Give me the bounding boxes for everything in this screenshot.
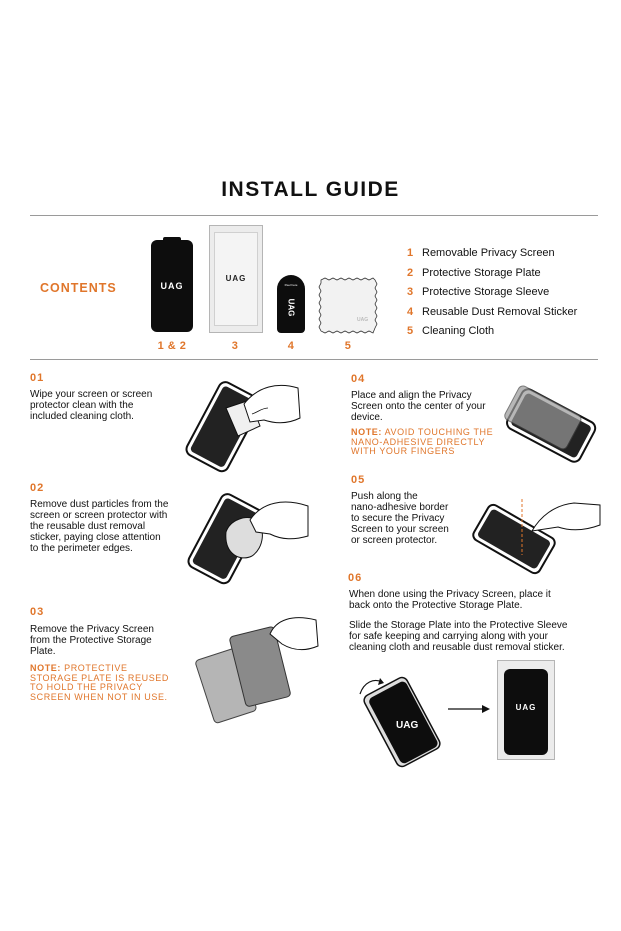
step-01-number: 01 (30, 372, 45, 384)
dust-sticker-illustration (277, 275, 305, 333)
contents-list-item: 2 Protective Storage Plate (407, 266, 541, 279)
privacy-screen-illustration (151, 240, 193, 332)
page-title: INSTALL GUIDE (221, 178, 400, 201)
uag-logo: UAG (160, 281, 184, 291)
item-label-1-2: 1 & 2 (157, 340, 187, 352)
step-06-phone-illustration (352, 672, 448, 764)
uag-logo: UAG (357, 317, 369, 323)
sticker-peel-label: Peel here (284, 283, 298, 287)
item-label-3: 3 (231, 340, 239, 352)
cleaning-cloth-illustration (319, 278, 377, 333)
step-06-text: When done using the Privacy Screen, place it back onto the Protective Storage Plate. (349, 589, 551, 611)
step-03-illustration (192, 612, 322, 712)
step-04-number: 04 (351, 373, 366, 385)
step-02-text: Remove dust particles from the screen or screen protector with the reusable dust removal sticker, paying close attention to the perimeter edges. (30, 499, 169, 554)
contents-divider (30, 359, 598, 360)
step-03-note: NOTE: PROTECTIVE STORAGE PLATE IS REUSED TO HOLD THE PRIVACY SCREEN WHEN NOT IN USE. (30, 663, 169, 702)
uag-logo: UAG (286, 298, 296, 317)
arrow-right-icon (448, 703, 490, 715)
step-05-illustration (474, 495, 604, 569)
step-06-sleeve-illustration (497, 660, 555, 760)
step-04-illustration (506, 380, 598, 466)
step-02-illustration (190, 492, 312, 578)
uag-logo: UAG (515, 703, 537, 712)
top-divider (30, 215, 598, 216)
item-label-4: 4 (287, 340, 295, 352)
contents-list-item: 3 Protective Storage Sleeve (407, 286, 550, 298)
step-05-text: Push along the nano-adhesive border to secure the Privacy Screen to your screen or screen protector. (351, 491, 449, 546)
step-03-text: Remove the Privacy Screen from the Protective Storage Plate. (30, 624, 154, 657)
contents-list-item: 4 Reusable Dust Removal Sticker (407, 305, 578, 318)
step-02-number: 02 (30, 482, 45, 494)
step-01-text: Wipe your screen or screen protector clean with the included cleaning cloth. (30, 389, 153, 422)
contents-list-item: 5 Cleaning Cloth (407, 325, 495, 337)
step-04-note: NOTE: AVOID TOUCHING THE NANO-ADHESIVE DIRECTLY WITH YOUR FINGERS (351, 427, 494, 456)
contents-list (407, 244, 577, 342)
step-05-number: 05 (351, 474, 366, 486)
step-06-number: 06 (348, 572, 363, 584)
step-03-number: 03 (30, 606, 45, 618)
uag-logo: UAG (396, 720, 419, 731)
uag-logo: UAG (225, 274, 247, 283)
contents-list-item: 1 Removable Privacy Screen (407, 247, 555, 259)
item-label-5: 5 (344, 340, 352, 352)
step-06-text-secondary: Slide the Storage Plate into the Protective Sleeve for safe keeping and carrying along with your cleaning cloth and reusable dust removal sticker. (349, 620, 568, 653)
step-04-text: Place and align the Privacy Screen onto the center of your device. (351, 390, 486, 423)
step-01-illustration (188, 378, 306, 466)
contents-heading: CONTENTS (40, 281, 117, 295)
storage-sleeve-illustration (209, 225, 263, 333)
